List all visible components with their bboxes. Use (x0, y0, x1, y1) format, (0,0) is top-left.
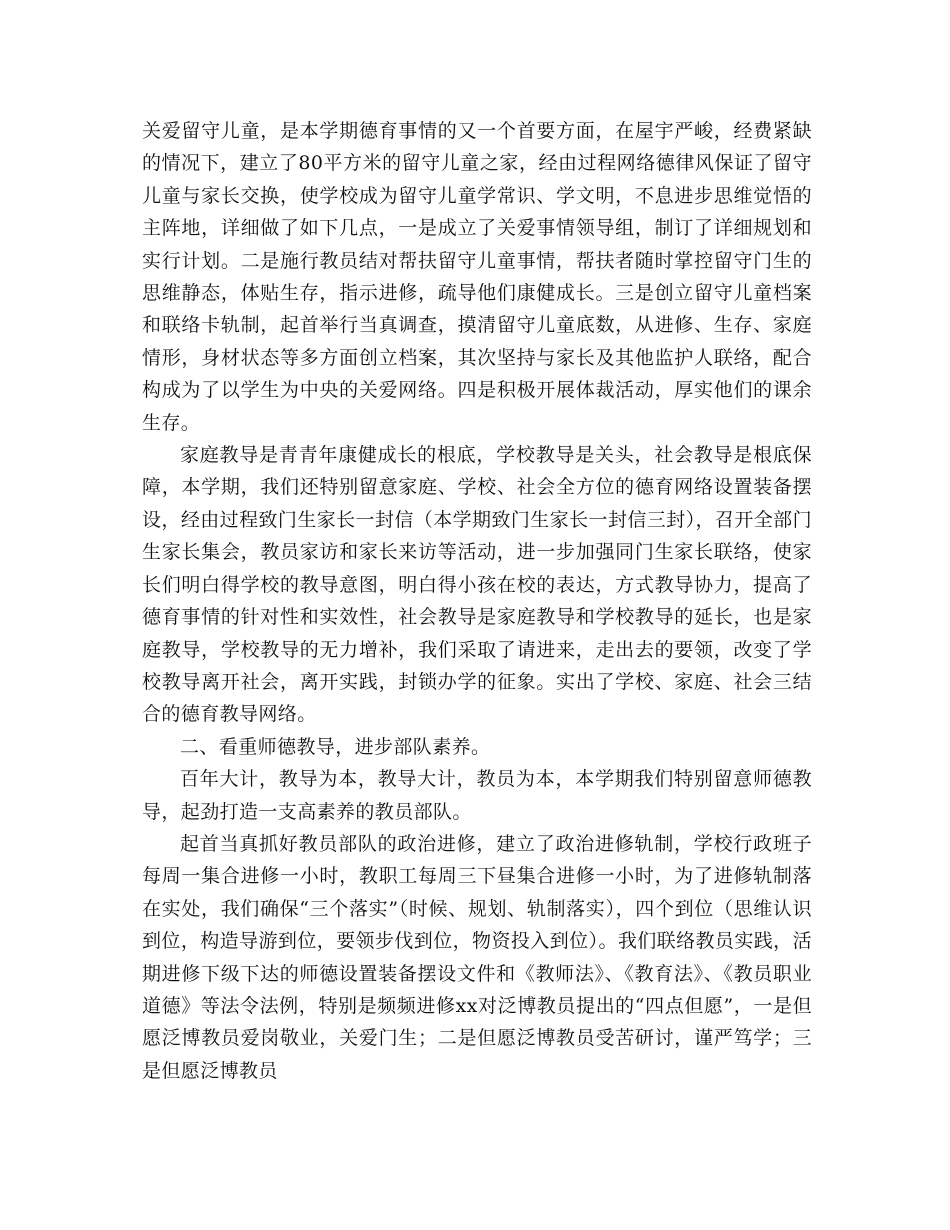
paragraph-family-education: 家庭教导是青青年康健成长的根底，学校教导是关头，社会教导是根底保障，本学期，我们还特别留意家庭、学校、社会全方位的德育网络设置装备摆设，经由过程致门生家长一封信（本学期致门生家长一封信三封），召开全部门生家长集会，教员家访和家长来访等活动，进一步加强同门生家长联络，使家长们明白得学校的教导意图，明白得小孩在校的表达，方式教导协力，提高了德育事情的针对性和实效性，社会教导是家庭教导和学校教导的延长，也是家庭教导，学校教导的无力增补，我们采取了请进来，走出去的要领，改变了学校教导离开社会，离开实践，封锁办学的征象。实出了学校、家庭、社会三结合的德育教导网络。 (142, 444, 812, 726)
section-heading-teacher-ethics: 二、看重师德教导，进步部队素养。 (180, 735, 491, 758)
paragraph-teacher-team: 百年大计，教导为本，教导大计，教员为本，本学期我们特别留意师德教导，起劲打造一支高素养的教员部队。 (142, 768, 812, 823)
paragraph-left-behind-children: 关爱留守儿童，是本学期德育事情的又一个首要方面，在屋宇严峻，经费紧缺的情况下，建立了80平方米的留守儿童之家，经由过程网络德律风保证了留守儿童与家长交换，使学校成为留守儿童学常识、学文明，不息进步思维觉悟的主阵地，详细做了如下几点，一是成立了关爱事情领导组，制订了详细规划和实行计划。二是施行教员结对帮扶留守儿童事情，帮扶者随时掌控留守门生的思维静态，体贴生存，指示进修，疏导他们康健成长。三是创立留守儿童档案和联络卡轨制，起首举行当真调查，摸清留守儿童底数，从进修、生存、家庭情形，身材状态等多方面创立档案，其次坚持与家长及其他监护人联络，配合构成为了以学生为中央的关爱网络。四是积极开展体裁活动，厚实他们的课余生存。 (142, 120, 812, 434)
paragraph-political-study: 起首当真抓好教员部队的政治进修，建立了政治进修轨制，学校行政班子每周一集合进修一小时，教职工每周三下昼集合进修一小时，为了进修轨制落在实处，我们确保“三个落实”（时候、规划、轨制落实），四个到位（思维认识到位，构造导游到位，要领步伐到位，物资投入到位）。我们联络教员实践，活期进修下级下达的师德设置装备摆设文件和《教师法》、《教育法》、《教员职业道德》等法令法例，特别是频频进修xx对泛博教员提出的“四点但愿”，一是但愿泛博教员爱岗敬业，关爱门生；二是但愿泛博教员受苦研讨，谨严笃学；三是但愿泛博教员 (142, 832, 812, 1082)
document-page (142, 115, 812, 1087)
